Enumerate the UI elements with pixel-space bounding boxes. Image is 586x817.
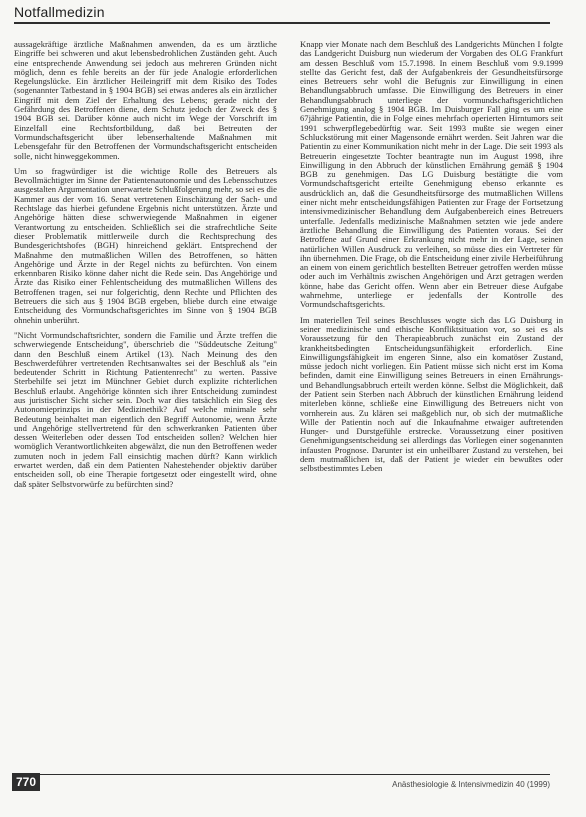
paragraph: aussagekräftige ärztliche Maßnahmen anwenden, da es um ärztliche Eingriffe bei schweren und akut lebensbedrohlichen Zuständen geht. Auch eine entsprechende Anwendung sei jedoch aus mehreren Gründen nicht möglich, denn es fehle bereits an der für jede Analogie erforderlichen Regelungslücke. Ein ärztlicher Heileingriff mit dem Risiko des Todes (sogenannter Tatbestand in § 1904 BGB) sei etwas anderes als ein ärztlicher Eingriff mit dem Ziel der Erhaltung des Lebens; gerade nicht der Gefährdung des Betroffenen diene, dem Schutz jedoch der Zweck des § 1904 BGB sei. Darüber könne auch nicht im Wege der Vorschrift im Einzelfall eine Rechtsfortbildung, daß bei Betreuten der Vormundschaftsgericht über lebenserhaltende Maßnahmen mit Lebensgefahr für den Betroffenen der Vormundschaftsgericht entscheiden solle, nicht hinweggekommen.: [14, 39, 277, 161]
page-number: 770: [12, 773, 40, 791]
journal-citation: Anästhesiologie & Intensivmedizin 40 (1999): [392, 780, 550, 789]
paragraph: Im materiellen Teil seines Beschlusses wogte sich das LG Duisburg in seiner medizinische und ethische Konfliktsituation vor, so sei es als Voraussetzung für den Therapieabbruch zunächst ein Zustand der krankheitsbedingten Entscheidungsunfähigkeit erforderlich. Eine Einwilligungsfähigkeit im engeren Sinne, also ein komatöser Zustand, müsse jedoch nicht vorliegen. Ein Patient müsse sich nicht erst im Koma befinden, damit eine Einwilligung seines Betreuers in einen Ernährungs- und Behandlungsabbruch erteilt werden könne. Selbst die Möglichkeit, daß der Patient sein Sterben nach Abbruch der künstlichen Ernährung leidend miterleben könne, schließe eine Einwilligung des Betreuers nicht von vornherein aus. Zu klären sei maßgeblich nur, ob sich der mutmaßliche Wille der Patientin noch auf die Inkaufnahme etwaiger auftretenden Hunger- und Durstgefühle erstrecke. Voraussetzung einer positiven Genehmigungsentscheidung sei allerdings das Vorliegen einer sogenannten infausten Prognose. Darunter ist ein unheilbarer Zustand zu verstehen, bei dem mutmaßlichen ist, daß der Patient je wieder ein bewußtes oder selbstbestimmtes Leben: [300, 314, 563, 474]
left-column: [14, 40, 277, 495]
paragraph: Um so fragwürdiger ist die wichtige Rolle des Betreuers als Bevollmächtigter im Sinne der Patientenautonomie und des Lebensschutzes ausgestalten Argumentation unerwartete Schlußfolgerung mehr, so sei es die Kammer aus der vom 16. Senat vertretenen Einschätzung der Sach- und Rechtslage das hierbei gefundene Ergebnis nicht unterstützen. Ärzte und Angehörige hätten diese schwerwiegende Maßnahmen in eigener Verantwortung zu entscheiden. Schließlich sei die strafrechtliche Seite dieser Problematik mittlerweile durch die Rechtsprechung des Bundesgerichtshofes (BGH) hinreichend geklärt. Entsprechend der Maßnahme den mutmaßlichen Willen des Betroffenen, so hätten Angehörige und Ärzte in der Regel nichts zu befürchten. Von einem erkennbaren Risiko könne daher nicht die Rede sein. Das Angehörige und Ärzte das Risiko einer Fehlentscheidung des mutmaßlichen Willens des Betroffenen tragen, sei nur folgerichtig, denn Rechte und Pflichten des Betreuers die sich aus § 1904 BGB ergeben, bliebe durch eine etwaige Entscheidung des Vormundschaftsgerichtes im Sinne von § 1904 BGB ohnehin unberührt.: [14, 165, 277, 325]
paragraph: "Nicht Vormundschaftsrichter, sondern die Familie und Ärzte treffen die schwerwiegende Entscheidung", überschrieb die "Süddeutsche Zeitung" dann den Beschluß einem Artikel (13). Nach Meinung des den Beschwerdeführer vertretenden Rechtsanwaltes sei der Beschluß als "ein bedeutender Schritt in Richtung Patientenrecht" zu werten. Passive Sterbehilfe sei jetzt im Münchner Gebiet durch explizite richterlichen Beschluß erlaubt. Angehörige könnten sich ihrer Entscheidung zumindest aus juristischer Sicht sicher sein. Doch war dies tatsächlich ein Sieg des Autonomieprinzips in der Medizinethik? Auf welche minimale sehr Bedeutung beinhaltet man eigentlich den Begriff Autonomie, wenn Ärzte und Angehörige stellvertretend für den schwerkranken Patienten über dessen Weiterleben oder dessen Tod entscheiden sollen? Welchen hier womöglich Verantwortlichkeiten abgewälzt, die nun den Betroffenen weder zumuten noch in jedem Fall einsichtig machen dürft? Kann wirklich erwartet werden, daß ein dem Patienten Nahestehender objektiv darüber entscheiden soll, ob eine Therapie fortgesetzt oder eingestellt wird, ohne daß später Selbstvorwürfe zu befürchten sind?: [14, 329, 277, 489]
footer-rule: [14, 774, 550, 775]
running-header: Notfallmedizin: [14, 4, 105, 20]
header-rule: [14, 22, 550, 24]
paragraph: Knapp vier Monate nach dem Beschluß des Landgerichts München I folgte das Landgericht Duisburg nun wiederum der Vorgaben des OLG Frankfurt am dessen Beschluß vom 15.7.1998. In einem Beschluß vom 9.9.1999 stellte das Gericht fest, daß der Aufgabenkreis der Gesundheitsfürsorge eines Betreuers sehr wohl die Befugnis zur Einwilligung in einen Behandlungsabbruch umfasse. Die Einwilligung des Betreuers in einer Behandlungsabbruch unterliege der vormundschaftsgerichtlichen Genehmigung analog § 1904 BGB. Im Duisburger Fall ging es um eine 67jährige Patientin, die in Folge eines mehrfach operierten Hirntumors seit 1991 schwerpflegebedürftig war. Seit 1993 mußte sie wegen einer Schluckstörung mit einer Magensonde ernährt werden. Seit Jahren war die Patientin zu einer Kommunikation nicht mehr in der Lage. Die seit 1993 als Betreuerin eingesetzte Tochter beantragte nun im August 1998, ihre Einwilligung in den Abbruch der künstlichen Ernährung gemäß § 1904 BGB zu genehmigen. Das LG Duisburg bestätigte die vom Vormundschaftsgericht erteilte Genehmigung ebenso erkannte es ausdrücklich an, daß die Gesundheitsfürsorge des mutmaßlichen Willens einer nicht mehr entscheidungsfähigen Patienten zur Frage der Fortsetzung intensivmedizinischer Behandlung dem Aufgabenbereich eines Betreuers unterfalle. Jedenfalls medizinische Maßnahmen setzten wie jede andere ärztliche Behandlung die Einwilligung des Patienten voraus. Sei der Betroffene auf Grund einer Erkrankung nicht mehr in der Lage, seinen natürlichen Willen Ausdruck zu verleihen, so müsse dies ein Vertreter für ihn übernehmen. Die Frage, ob die Entscheidung einer zivile Herbeiführung an einem von einem gerichtlich bestellten Betreuer getroffen werden müsse oder auch im Verhältnis zwischen Angehörigen und Arzt getragen werden könne, habe das Gericht offen. Wenn aber ein Betreuer diese Aufgabe wahrnehme, unterliege er jedenfalls der Kontrolle des Vormundschaftsgerichts.: [300, 39, 563, 310]
right-column: [300, 40, 563, 480]
